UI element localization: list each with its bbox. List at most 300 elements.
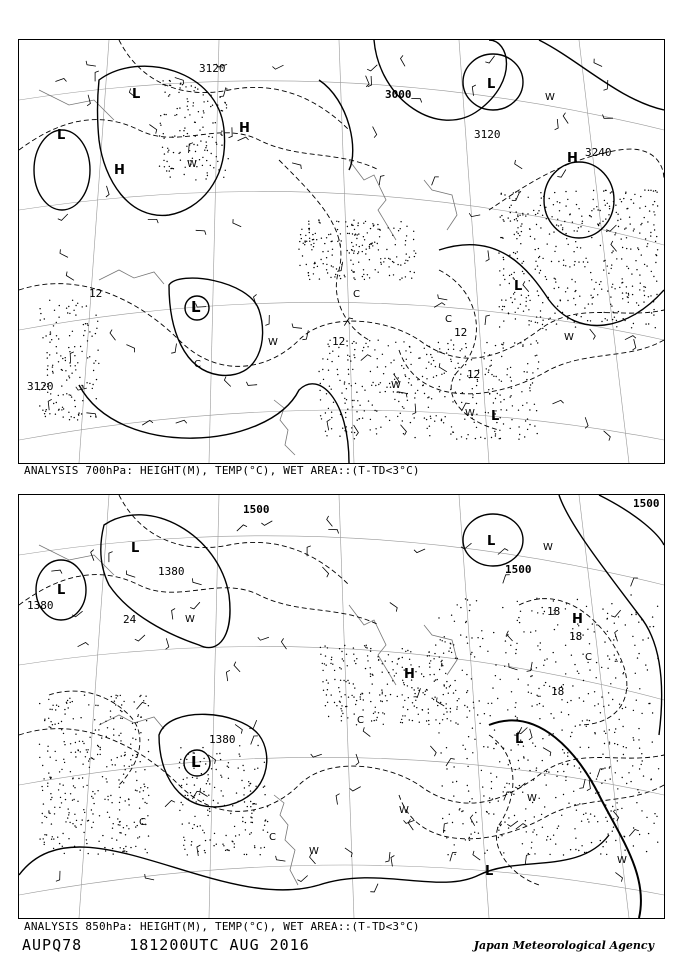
wind-barb: [585, 417, 588, 428]
wet-dot: [117, 818, 118, 819]
wet-dot: [58, 395, 59, 396]
wet-dot: [460, 607, 461, 608]
wet-dot: [115, 695, 116, 696]
wet-dot: [574, 230, 575, 231]
wet-dot: [64, 709, 65, 710]
wet-dot: [61, 409, 62, 410]
wet-dot: [434, 681, 435, 682]
wet-dot: [61, 729, 62, 730]
wind-barb: [470, 815, 474, 826]
wet-dot: [320, 259, 321, 260]
wet-dot: [591, 216, 592, 217]
wind-barb: [56, 871, 60, 881]
wind-barb: [55, 79, 66, 82]
wet-dot: [517, 601, 518, 602]
wet-dot: [655, 327, 656, 328]
wet-dot: [56, 352, 57, 353]
wet-dot: [250, 806, 251, 807]
wet-dot: [562, 229, 563, 230]
wet-dot: [135, 846, 136, 847]
wet-dot: [339, 648, 340, 649]
wet-dot: [332, 664, 333, 665]
wet-dot: [652, 741, 653, 742]
wet-dot: [191, 841, 192, 842]
wet-dot: [344, 403, 345, 404]
wet-dot: [59, 843, 60, 844]
wet-dot: [517, 308, 518, 309]
wet-dot: [61, 769, 62, 770]
wet-dot: [581, 216, 582, 217]
wet-dot: [535, 261, 536, 262]
wind-barb: [86, 413, 96, 418]
wet-dot: [500, 216, 501, 217]
wet-dot: [361, 693, 362, 694]
wet-dot: [565, 233, 566, 234]
wet-dot: [113, 718, 114, 719]
wet-dot: [506, 783, 507, 784]
wet-dot: [78, 414, 79, 415]
wet-dot: [498, 837, 499, 838]
wet-dot: [97, 705, 98, 706]
wet-dot: [462, 823, 463, 824]
wet-dot: [547, 836, 548, 837]
wet-dot: [195, 179, 196, 180]
wet-dot: [203, 800, 204, 801]
wet-dot: [388, 266, 389, 267]
wet-dot: [306, 264, 307, 265]
wet-dot: [334, 276, 335, 277]
wet-dot: [565, 205, 566, 206]
wet-dot: [319, 222, 320, 223]
wet-dot: [68, 838, 69, 839]
wet-dot: [332, 254, 333, 255]
wet-dot: [500, 409, 501, 410]
wet-dot: [62, 370, 63, 371]
wet-dot: [471, 798, 472, 799]
wet-dot: [379, 694, 380, 695]
wind-barb: [237, 525, 247, 531]
wet-dot: [611, 286, 612, 287]
wind-barb: [525, 854, 530, 864]
wet-dot: [531, 610, 532, 611]
wet-dot: [384, 713, 385, 714]
wet-dot: [226, 107, 227, 108]
wet-dot: [563, 771, 564, 772]
wet-dot: [648, 296, 649, 297]
wet-dot: [538, 295, 539, 296]
wet-dot: [542, 607, 543, 608]
wet-dot: [535, 269, 536, 270]
wet-dot: [540, 270, 541, 271]
wet-dot: [41, 822, 42, 823]
wet-dot: [602, 221, 603, 222]
wet-dot: [531, 675, 532, 676]
wet-dot: [92, 791, 93, 792]
wet-dot: [178, 92, 179, 93]
wet-dot: [629, 217, 630, 218]
wet-dot: [428, 396, 429, 397]
wet-dot: [328, 716, 329, 717]
wet-dot: [457, 604, 458, 605]
wet-dot: [526, 301, 527, 302]
wet-dot: [413, 250, 414, 251]
wet-dot: [318, 220, 319, 221]
wet-dot: [47, 365, 48, 366]
wet-dot: [367, 274, 368, 275]
wet-dot: [83, 335, 84, 336]
wet-dot: [358, 222, 359, 223]
wet-dot: [51, 797, 52, 798]
wet-dot: [106, 766, 107, 767]
wind-barb: [110, 330, 116, 341]
wet-dot: [414, 272, 415, 273]
wet-dot: [534, 816, 535, 817]
wet-dot: [353, 683, 354, 684]
wet-dot: [323, 263, 324, 264]
wet-dot: [380, 700, 381, 701]
wet-area-dots: [39, 80, 658, 440]
wet-dot: [604, 743, 605, 744]
wet-dot: [308, 221, 309, 222]
wet-dot: [434, 674, 435, 675]
wet-dot: [450, 720, 451, 721]
wet-dot: [202, 157, 203, 158]
wind-barb: [439, 363, 447, 372]
wet-dot: [352, 406, 353, 407]
wind-barb: [361, 355, 371, 361]
wet-dot: [403, 706, 404, 707]
wet-dot: [439, 669, 440, 670]
wet-dot: [112, 848, 113, 849]
wind-barb: [516, 824, 527, 830]
wet-dot: [89, 767, 90, 768]
wet-dot: [227, 849, 228, 850]
wet-dot: [553, 204, 554, 205]
wet-dot: [652, 204, 653, 205]
wet-dot: [441, 374, 442, 375]
wet-dot: [535, 214, 536, 215]
wind-barb: [437, 698, 445, 707]
wet-dot: [74, 346, 75, 347]
wet-dot: [249, 783, 250, 784]
wet-dot: [624, 228, 625, 229]
wet-dot: [450, 359, 451, 360]
wet-dot: [631, 327, 632, 328]
wet-dot: [184, 127, 185, 128]
wet-dot: [599, 284, 600, 285]
wet-dot: [588, 303, 589, 304]
wet-dot: [60, 355, 61, 356]
wind-barb: [523, 281, 529, 291]
wet-dot: [358, 233, 359, 234]
wet-dot: [638, 622, 639, 623]
wet-dot: [565, 645, 566, 646]
wet-dot: [68, 347, 69, 348]
wind-barb: [543, 748, 551, 757]
wet-dot: [50, 777, 51, 778]
wet-dot: [81, 413, 82, 414]
wet-dot: [591, 279, 592, 280]
wet-dot: [113, 853, 114, 854]
wet-dot: [594, 691, 595, 692]
wet-dot: [527, 363, 528, 364]
wet-dot: [412, 720, 413, 721]
wet-dot: [510, 220, 511, 221]
wet-dot: [400, 722, 401, 723]
wind-barb: [246, 382, 257, 386]
wind-barbs: [48, 55, 636, 440]
wet-dot: [356, 700, 357, 701]
wet-dot: [435, 366, 436, 367]
wet-dot: [658, 768, 659, 769]
wet-dot: [213, 800, 214, 801]
wet-dot: [539, 718, 540, 719]
wet-dot: [326, 264, 327, 265]
wet-dot: [388, 672, 389, 673]
wet-dot: [187, 106, 188, 107]
wet-dot: [44, 842, 45, 843]
wet-dot: [82, 741, 83, 742]
wet-dot: [193, 144, 194, 145]
wet-dot: [513, 252, 514, 253]
wet-dot: [450, 685, 451, 686]
wet-dot: [327, 344, 328, 345]
wet-dot: [501, 299, 502, 300]
wet-dot: [124, 765, 125, 766]
warm-marker: W: [545, 92, 555, 103]
wet-dot: [389, 275, 390, 276]
wet-dot: [93, 803, 94, 804]
wet-dot: [91, 796, 92, 797]
wet-dot: [534, 829, 535, 830]
wet-dot: [123, 782, 124, 783]
wet-dot: [536, 410, 537, 411]
wind-barb: [87, 95, 90, 106]
wind-barb: [145, 874, 154, 880]
wet-dot: [313, 267, 314, 268]
wet-dot: [438, 732, 439, 733]
wet-dot: [506, 374, 507, 375]
wet-dot: [68, 306, 69, 307]
wet-dot: [562, 764, 563, 765]
wet-dot: [203, 791, 204, 792]
wet-dot: [347, 359, 348, 360]
wet-dot: [442, 665, 443, 666]
wet-dot: [516, 649, 517, 650]
wet-dot: [392, 235, 393, 236]
wet-dot: [443, 653, 444, 654]
wet-dot: [341, 392, 342, 393]
wet-dot: [47, 783, 48, 784]
wet-dot: [222, 844, 223, 845]
wet-dot: [63, 785, 64, 786]
wet-dot: [597, 209, 598, 210]
wet-dot: [183, 845, 184, 846]
wet-dot: [571, 655, 572, 656]
wet-dot: [97, 745, 98, 746]
wet-dot: [339, 667, 340, 668]
wet-dot: [134, 822, 135, 823]
wet-dot: [584, 266, 585, 267]
wet-dot: [410, 352, 411, 353]
wet-dot: [619, 719, 620, 720]
wet-dot: [502, 344, 503, 345]
cold-marker: C: [139, 817, 146, 828]
wet-dot: [124, 752, 125, 753]
wet-dot: [204, 850, 205, 851]
wet-dot: [382, 701, 383, 702]
wet-dot: [351, 385, 352, 386]
wet-dot: [95, 315, 96, 316]
wet-dot: [382, 354, 383, 355]
wet-dot: [301, 238, 302, 239]
wet-dot: [111, 802, 112, 803]
wet-dot: [614, 317, 615, 318]
wet-dot: [449, 686, 450, 687]
wet-dot: [445, 673, 446, 674]
wet-dot: [612, 806, 613, 807]
wet-dot: [52, 705, 53, 706]
wet-dot: [638, 739, 639, 740]
wet-dot: [148, 705, 149, 706]
wet-dot: [302, 255, 303, 256]
wet-dot: [410, 364, 411, 365]
wet-dot: [209, 811, 210, 812]
wet-dot: [354, 234, 355, 235]
wet-dot: [545, 207, 546, 208]
wet-dot: [398, 658, 399, 659]
wet-dot: [604, 200, 605, 201]
wet-dot: [551, 216, 552, 217]
wet-dot: [405, 240, 406, 241]
wet-dot: [487, 746, 488, 747]
wet-dot: [225, 850, 226, 851]
wet-dot: [422, 385, 423, 386]
wet-dot: [550, 839, 551, 840]
wet-dot: [461, 402, 462, 403]
wet-dot: [607, 290, 608, 291]
wet-dot: [219, 753, 220, 754]
wet-dot: [139, 836, 140, 837]
wet-dot: [70, 365, 71, 366]
wet-dot: [82, 819, 83, 820]
wet-dot: [467, 434, 468, 435]
wet-dot: [120, 718, 121, 719]
wet-dot: [611, 603, 612, 604]
wet-dot: [116, 697, 117, 698]
wet-dot: [469, 840, 470, 841]
wet-dot: [402, 420, 403, 421]
wet-dot: [173, 152, 174, 153]
wet-dot: [476, 414, 477, 415]
wet-dot: [455, 722, 456, 723]
wet-dot: [654, 214, 655, 215]
wet-dot: [81, 385, 82, 386]
wet-dot: [349, 356, 350, 357]
wet-dot: [327, 272, 328, 273]
wet-dot: [215, 122, 216, 123]
wind-barb: [615, 630, 618, 641]
wet-dot: [119, 787, 120, 788]
wet-dot: [560, 224, 561, 225]
wet-dot: [147, 787, 148, 788]
wet-dot: [462, 392, 463, 393]
contour-label: 1500: [633, 497, 660, 510]
wet-dot: [394, 399, 395, 400]
wet-dot: [322, 670, 323, 671]
wet-dot: [349, 233, 350, 234]
wet-dot: [407, 400, 408, 401]
wet-dot: [208, 795, 209, 796]
wet-dot: [471, 652, 472, 653]
wet-dot: [580, 747, 581, 748]
wet-dot: [162, 147, 163, 148]
wind-barb: [629, 830, 639, 837]
wet-dot: [535, 355, 536, 356]
wet-dot: [353, 277, 354, 278]
wet-dot: [530, 384, 531, 385]
high-center: H: [572, 612, 583, 627]
wet-dot: [45, 416, 46, 417]
wet-dot: [398, 401, 399, 402]
wet-dot: [405, 276, 406, 277]
wet-dot: [138, 714, 139, 715]
wet-dot: [244, 787, 245, 788]
wet-dot: [339, 380, 340, 381]
wet-dot: [331, 694, 332, 695]
wet-dot: [633, 323, 634, 324]
wet-dot: [49, 300, 50, 301]
wet-dot: [80, 346, 81, 347]
wind-barb: [297, 876, 307, 882]
wet-dot: [239, 745, 240, 746]
wet-dot: [336, 221, 337, 222]
wet-dot: [377, 358, 378, 359]
wet-dot: [239, 834, 240, 835]
wet-dot: [597, 294, 598, 295]
wind-barb: [354, 425, 359, 436]
wet-dot: [369, 246, 370, 247]
wet-dot: [98, 729, 99, 730]
wet-dot: [572, 222, 573, 223]
wet-dot: [77, 303, 78, 304]
wet-dot: [63, 416, 64, 417]
contour-label: 3120: [27, 380, 54, 393]
wet-dot: [582, 221, 583, 222]
wet-dot: [208, 136, 209, 137]
wet-dot: [205, 147, 206, 148]
wet-dot: [404, 715, 405, 716]
wet-dot: [467, 706, 468, 707]
wet-dot: [92, 758, 93, 759]
wet-dot: [430, 660, 431, 661]
wet-dot: [195, 122, 196, 123]
cold-marker: C: [269, 832, 276, 843]
wet-dot: [195, 151, 196, 152]
wet-dot: [648, 323, 649, 324]
wet-dot: [540, 642, 541, 643]
wet-dot: [567, 763, 568, 764]
wet-dot: [622, 673, 623, 674]
wet-dot: [645, 323, 646, 324]
wet-dot: [353, 354, 354, 355]
wet-dot: [164, 153, 165, 154]
wet-dot: [451, 615, 452, 616]
wet-dot: [303, 243, 304, 244]
wet-dot: [326, 694, 327, 695]
low-center: L: [514, 279, 523, 294]
wet-dot: [635, 673, 636, 674]
